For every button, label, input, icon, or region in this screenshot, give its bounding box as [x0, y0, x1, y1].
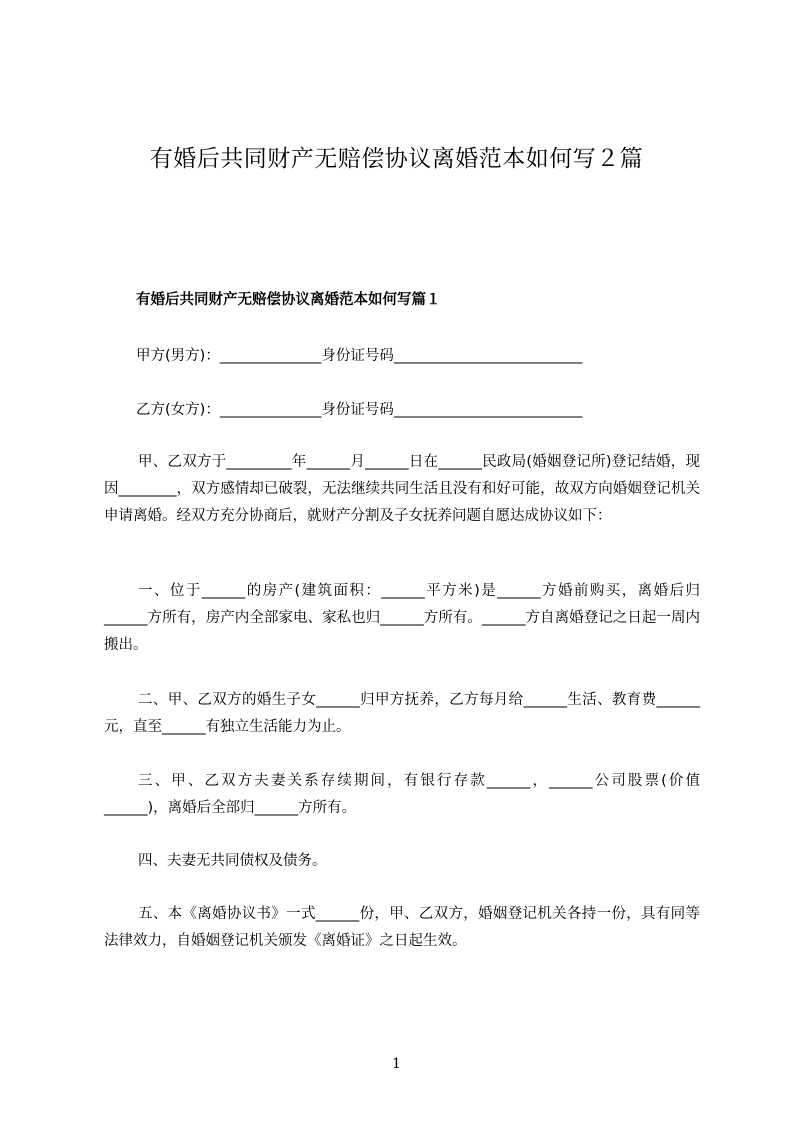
paragraph-clause-1: 一、位于______的房产(建筑面积：______平方米)是______方婚前购买，离婚后归______方所有，房产内全部家电、家私也归______方所有。______方自离婚登记之日起一周内搬出。: [104, 583, 700, 653]
document-title: 有婚后共同财产无赔偿协议离婚范本如何写２篇: [149, 146, 644, 172]
paragraph-intro: 甲、乙双方于_________年______月______日在______民政局(婚姻登记所)登记结婚，现因________，双方感情却已破裂，无法继续共同生活且没有和好可能，故双方向婚姻登记机关申请离婚。经双方充分协商后，就财产分割及子女抚养问题自愿达成协议如下：: [104, 454, 700, 524]
paragraph-clause-3: 三、甲、乙双方夫妻关系存续期间，有银行存款______，______公司股票(价值______)，离婚后全部归______方所有。: [104, 773, 700, 816]
paragraph-clause-4: 四、夫妻无共同债权及债务。: [138, 853, 327, 869]
party-b-line: 乙方(女方)：______________身份证号码__________________________: [136, 402, 583, 418]
page-number: 1: [392, 1056, 401, 1072]
paragraph-clause-5: 五、本《离婚协议书》一式______份，甲、乙双方，婚姻登记机关各持一份，具有同等法律效力，自婚姻登记机关颁发《离婚证》之日起生效。: [104, 906, 700, 949]
party-a-line: 甲方(男方)：______________身份证号码__________________________: [136, 348, 583, 364]
section-heading: 有婚后共同财产无赔偿协议离婚范本如何写篇１: [136, 292, 441, 308]
paragraph-clause-2: 二、甲、乙双方的婚生子女______归甲方抚养，乙方每月给______生活、教育费______元，直至______有独立生活能力为止。: [104, 692, 700, 735]
